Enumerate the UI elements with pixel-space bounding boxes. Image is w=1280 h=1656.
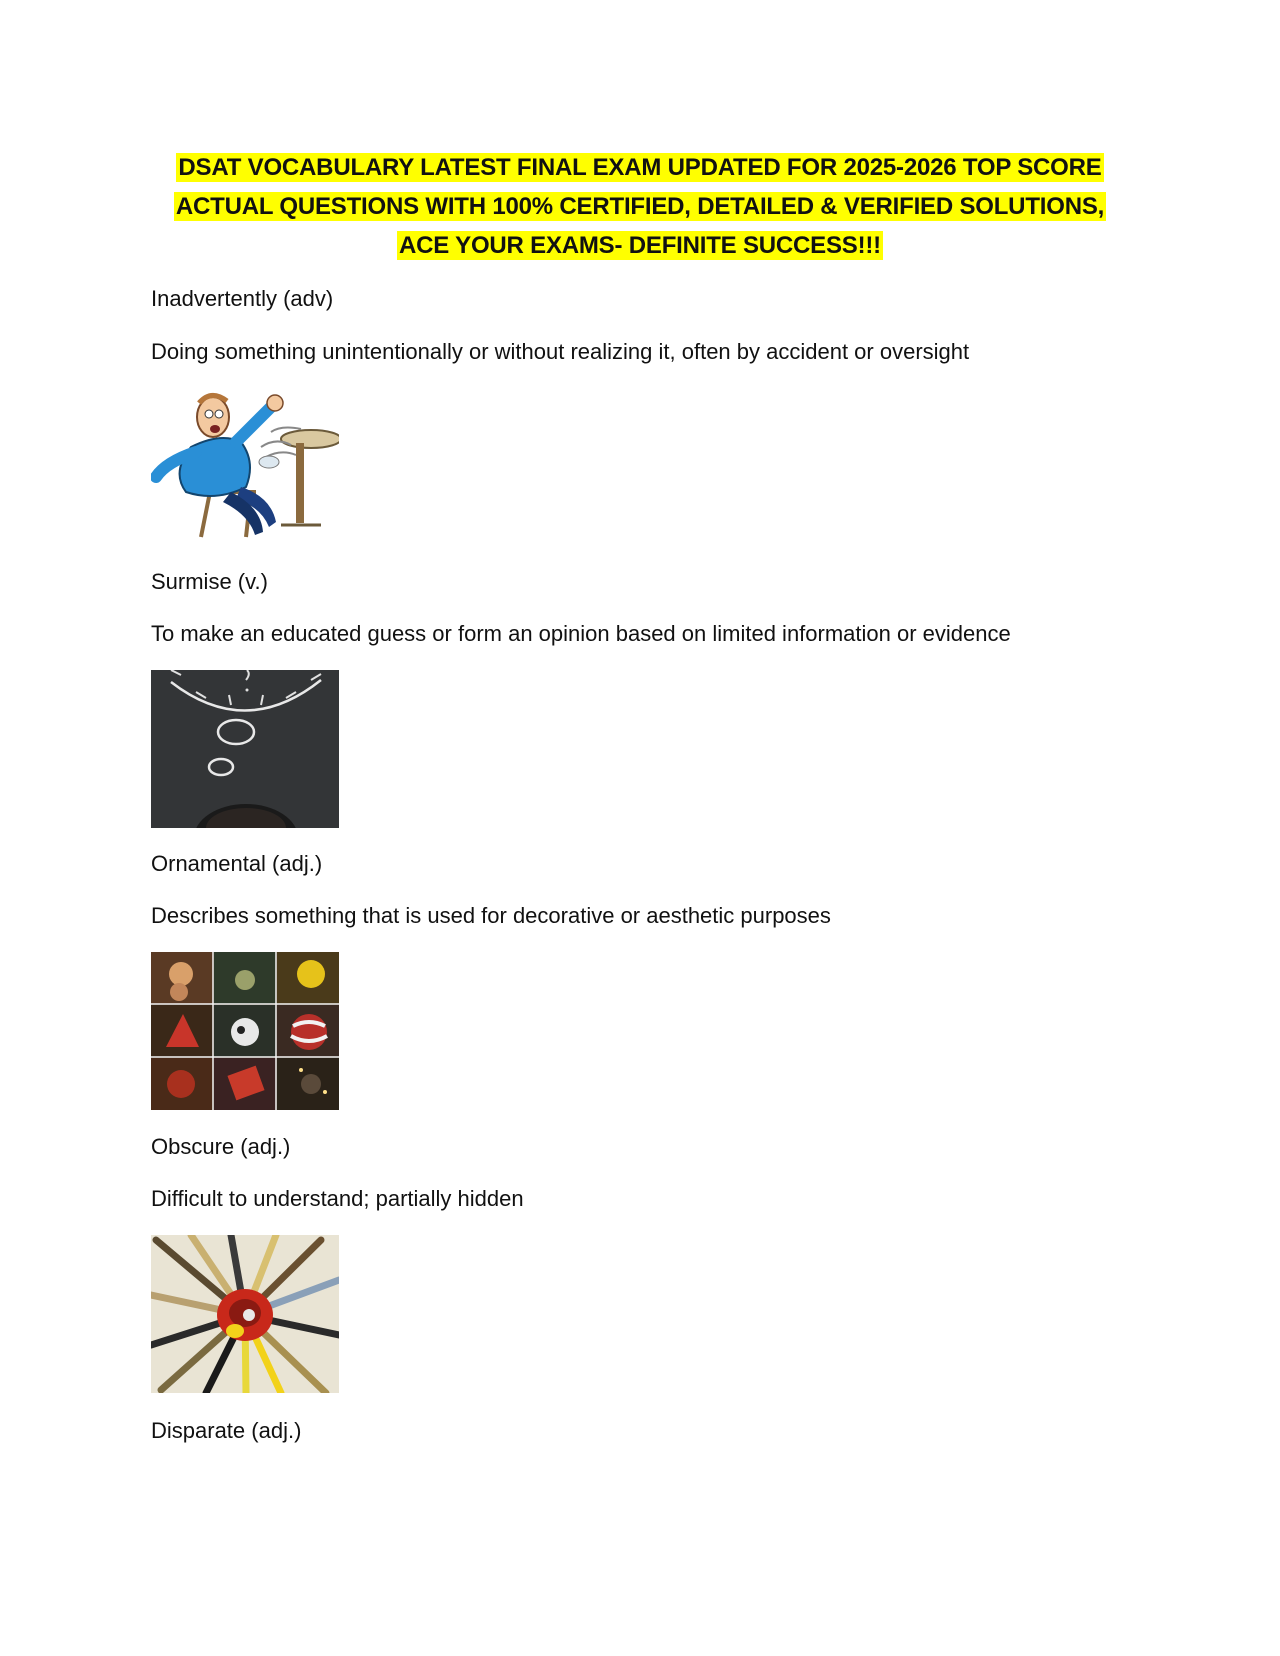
vocab-term: Disparate (adj.) xyxy=(151,1418,302,1443)
cartoon-spill-image xyxy=(151,387,339,545)
title-line-1: DSAT VOCABULARY LATEST FINAL EXAM UPDATED FOR 2025-2026 TOP SCORE xyxy=(178,154,1102,181)
vocab-definition: Doing something unintentionally or without realizing it, often by accident or oversight xyxy=(151,339,970,364)
vocab-term: Surmise (v.) xyxy=(151,569,268,594)
chalkboard-thought-image xyxy=(151,670,339,828)
vocab-definition: Difficult to understand; partially hidden xyxy=(151,1186,524,1211)
vocab-definition: To make an educated guess or form an opinion based on limited information or evidence xyxy=(151,621,1011,646)
document-title xyxy=(120,148,1160,265)
vocab-term: Inadvertently (adv) xyxy=(151,286,334,311)
blurred-burst-image xyxy=(151,1235,339,1393)
vocab-term: Ornamental (adj.) xyxy=(151,851,323,876)
title-line-2: ACTUAL QUESTIONS WITH 100% CERTIFIED, DETAILED & VERIFIED SOLUTIONS, xyxy=(175,193,1105,220)
vocab-definition: Describes something that is used for decorative or aesthetic purposes xyxy=(151,903,831,928)
vocab-term: Obscure (adj.) xyxy=(151,1134,291,1159)
ornaments-collage-image xyxy=(151,952,339,1110)
title-line-3: ACE YOUR EXAMS- DEFINITE SUCCESS!!! xyxy=(399,232,881,259)
